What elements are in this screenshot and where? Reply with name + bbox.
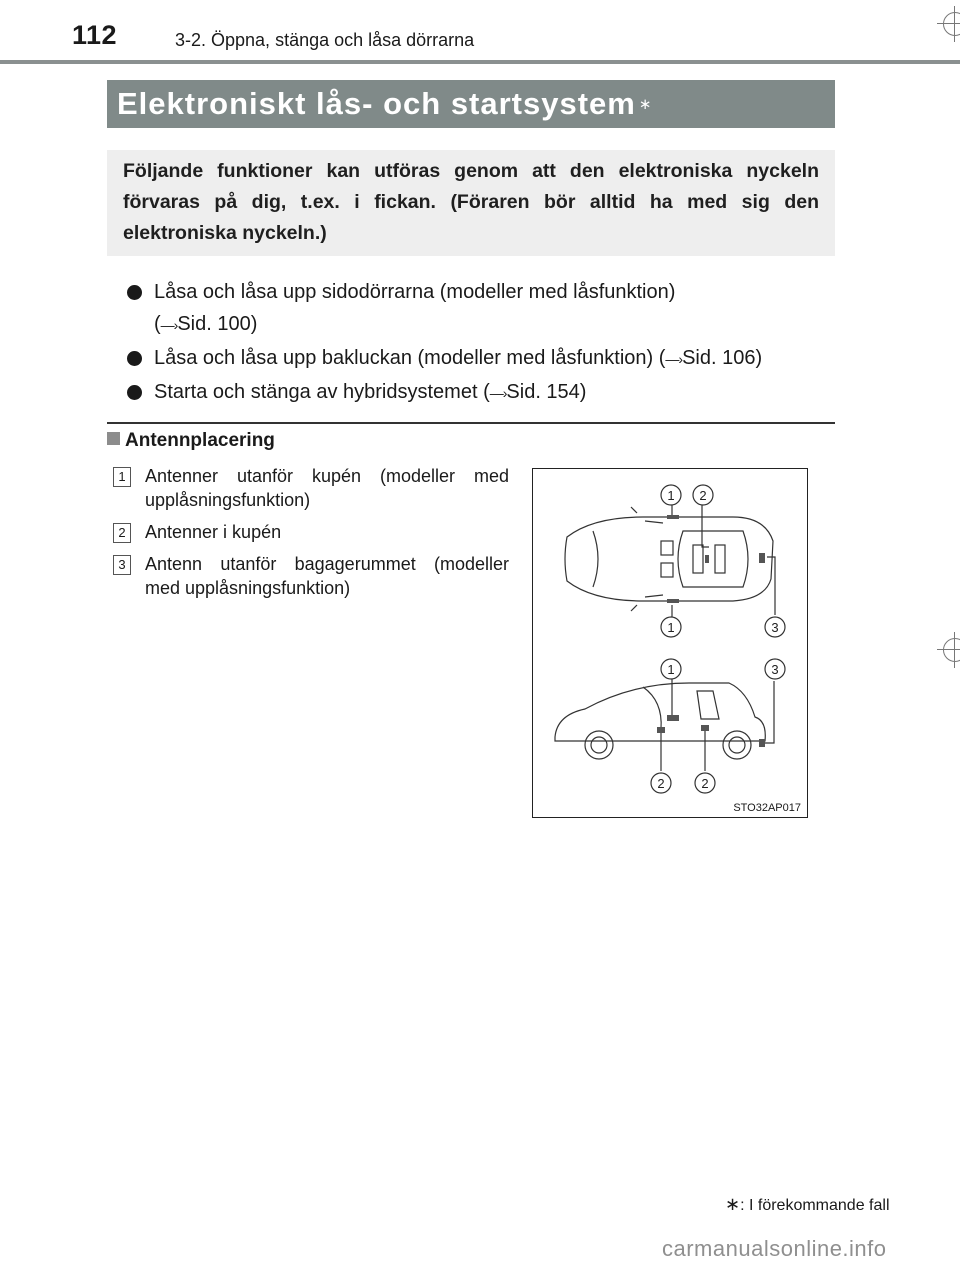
running-header: 3-2. Öppna, stänga och låsa dörrarna xyxy=(175,30,475,50)
bullet-text: Låsa och låsa upp sidodörrarna (modeller med låsfunktion) xyxy=(154,281,676,303)
list-item xyxy=(113,552,509,600)
title-banner xyxy=(107,80,835,128)
bullet-icon xyxy=(127,285,142,300)
asterisk-icon: ∗ xyxy=(725,1194,741,1214)
list-item: Låsa och låsa upp sidodörrarna (modeller med låsfunktion) (—›Sid. 100) xyxy=(127,276,837,341)
antenna-location-figure xyxy=(532,468,808,818)
bullet-text: Starta och stänga av hybridsystemet xyxy=(154,381,484,403)
page-reference[interactable]: Sid. 106 xyxy=(682,347,756,369)
antenna-description: Antenn utanför bagagerummet (modeller med upplåsningsfunktion) xyxy=(145,554,509,598)
number-badge: 3 xyxy=(113,555,131,575)
car-top-view xyxy=(565,517,773,601)
antenna-description: Antenner i kupén xyxy=(145,522,282,542)
section-divider xyxy=(107,422,835,424)
bullet-text: Låsa och låsa upp bakluckan (modeller med låsfunktion) xyxy=(154,347,659,369)
callout-label: 1 xyxy=(667,620,675,635)
callout-label: 2 xyxy=(701,776,709,791)
page-title: Elektroniskt lås- och startsystem xyxy=(117,86,636,121)
watermark: carmanualsonline.info xyxy=(662,1236,887,1261)
page-number: 112 xyxy=(72,20,118,50)
title-marker: ∗ xyxy=(638,96,652,113)
section-heading: Antennplacering xyxy=(107,430,275,452)
number-badge: 1 xyxy=(113,467,131,487)
intro-text: Följande funktioner kan utföras genom att den elektroniska nyckeln förvaras på dig, t.ex. i fickan. (Föraren bör alltid ha med sig den elektroniska nyckeln.) xyxy=(123,160,819,244)
antenna-list xyxy=(113,464,509,608)
callout-label: 3 xyxy=(771,620,779,635)
header-rule xyxy=(0,60,960,64)
list-item xyxy=(113,464,509,512)
car-diagram xyxy=(533,469,807,817)
callout-label: 1 xyxy=(667,662,675,677)
arrow-right-icon: —› xyxy=(665,351,683,367)
bullet-icon xyxy=(127,385,142,400)
square-icon xyxy=(107,432,120,445)
list-item: Starta och stänga av hybridsystemet (—›Sid. 154) xyxy=(127,376,837,409)
callout-label: 2 xyxy=(699,488,707,503)
footnote: ∗: I förekommande fall xyxy=(725,1194,890,1214)
crop-mark-icon xyxy=(937,6,960,42)
bullet-icon xyxy=(127,351,142,366)
page-reference[interactable]: Sid. 100 xyxy=(177,313,251,335)
arrow-right-icon: —› xyxy=(489,385,507,401)
callout-label: 3 xyxy=(771,662,779,677)
arrow-right-icon: —› xyxy=(160,317,178,333)
crop-mark-icon xyxy=(937,632,960,668)
page-reference[interactable]: Sid. 154 xyxy=(506,381,580,403)
antenna-description: Antenner utanför kupén (modeller med upplåsningsfunktion) xyxy=(145,466,509,510)
feature-list xyxy=(127,276,837,410)
figure-code: STO32AP017 xyxy=(733,802,801,814)
list-item: Låsa och låsa upp bakluckan (modeller med låsfunktion) (—›Sid. 106) xyxy=(127,342,837,375)
callout-label: 2 xyxy=(657,776,665,791)
intro-box xyxy=(107,150,835,256)
callout-label: 1 xyxy=(667,488,675,503)
number-badge: 2 xyxy=(113,523,131,543)
list-item xyxy=(113,520,509,544)
